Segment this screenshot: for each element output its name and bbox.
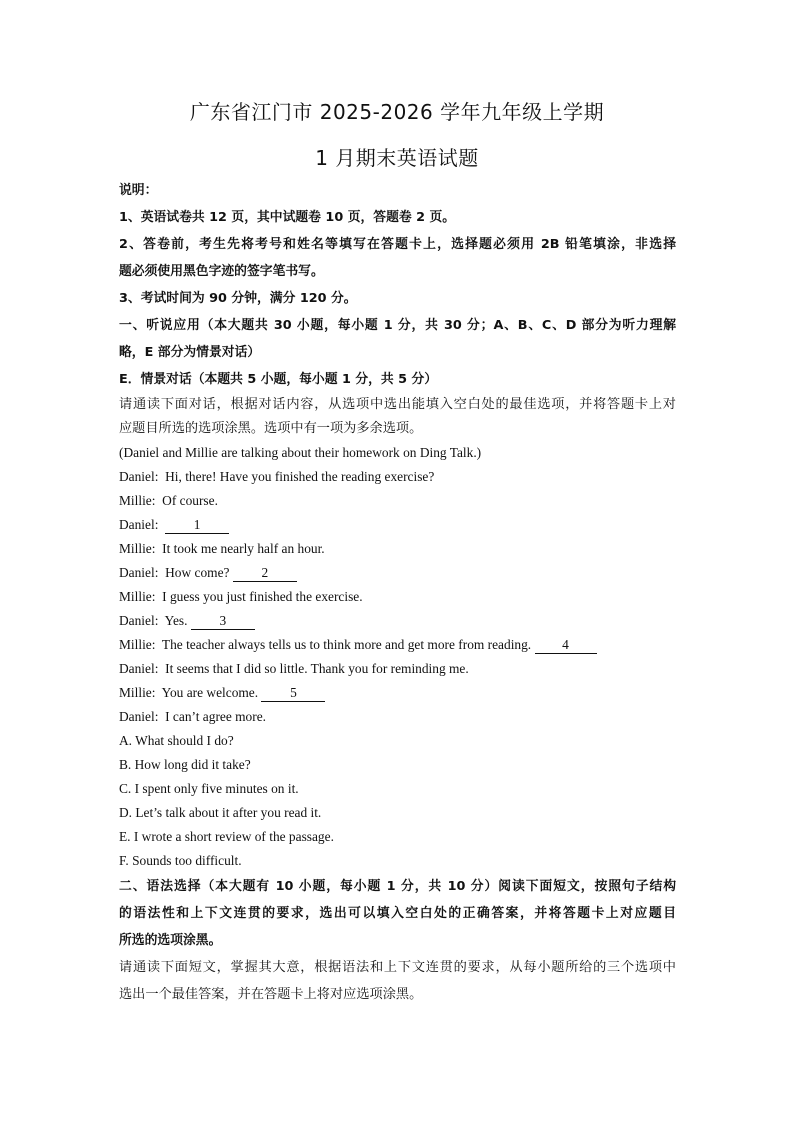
note-item-2-line2: 题必须使用黑色字迹的签字笔书写。	[119, 264, 324, 279]
answer-option: F. Sounds too difficult.	[119, 853, 242, 868]
dialogue-context: (Daniel and Millie are talking about their homework on Ding Talk.)	[119, 445, 482, 460]
partE-instruction-line1: 请通读下面对话，根据对话内容，从选项中选出能填入空白处的最佳选项，并将答题卡上对	[119, 397, 676, 412]
dialogue-line	[119, 513, 676, 537]
section2-heading-line3: 所选的选项涂黑。	[119, 933, 222, 948]
exam-content	[119, 177, 676, 1008]
dialogue-speaker: Daniel:	[119, 565, 159, 580]
dialogue	[119, 465, 676, 729]
answer-options	[119, 729, 676, 873]
dialogue-speaker: Millie:	[119, 637, 156, 652]
section1-heading-line1: 一、听说应用（本大题共 30 小题，每小题 1 分，共 30 分；A、B、C、D 部分为听力理解	[119, 318, 676, 333]
dialogue-speaker: Millie:	[119, 493, 156, 508]
answer-option: D. Let’s talk about it after you read it.	[119, 805, 322, 820]
partE-heading: E．情景对话（本题共 5 小题，每小题 1 分，共 5 分）	[119, 372, 438, 387]
dialogue-line	[119, 585, 676, 609]
dialogue-speaker: Daniel:	[119, 469, 159, 484]
dialogue-line	[119, 465, 676, 489]
dialogue-text: The teacher always tells us to think more and get more from reading.	[161, 637, 532, 652]
dialogue-text: It seems that I did so little. Thank you for reminding me.	[165, 661, 469, 676]
answer-blank: 5	[261, 686, 325, 702]
dialogue-speaker: Millie:	[119, 685, 156, 700]
dialogue-speaker: Daniel:	[119, 709, 159, 724]
dialogue-line	[119, 705, 676, 729]
note-item-3: 3、考试时间为 90 分钟，满分 120 分。	[119, 291, 357, 306]
dialogue-text: I guess you just finished the exercise.	[162, 589, 363, 604]
dialogue-line	[119, 657, 676, 681]
partE-instruction-line2: 应题目所选的选项涂黑。选项中有一项为多余选项。	[119, 421, 423, 436]
section2-instruction-line2: 选出一个最佳答案，并在答题卡上将对应选项涂黑。	[119, 987, 423, 1002]
dialogue-speaker: Millie:	[119, 589, 156, 604]
dialogue-text: How come?	[165, 565, 230, 580]
dialogue-speaker: Daniel:	[119, 517, 159, 532]
dialogue-line	[119, 633, 676, 657]
dialogue-text: It took me nearly half an hour.	[162, 541, 325, 556]
note-item-1: 1、英语试卷共 12 页，其中试题卷 10 页，答题卷 2 页。	[119, 210, 456, 225]
answer-blank: 1	[165, 518, 229, 534]
dialogue-line	[119, 489, 676, 513]
dialogue-speaker: Daniel:	[119, 661, 159, 676]
answer-blank: 2	[233, 566, 297, 582]
note-item-2-line1: 2、答卷前，考生先将考号和姓名等填写在答题卡上，选择题必须用 2B 铅笔填涂，非选择	[119, 237, 676, 252]
notes-heading: 说明：	[119, 183, 158, 198]
answer-option: E. I wrote a short review of the passage.	[119, 829, 334, 844]
dialogue-text: Of course.	[162, 493, 218, 508]
dialogue-line	[119, 609, 676, 633]
exam-title-line2: 1 月期末英语试题	[315, 146, 479, 170]
answer-blank: 4	[535, 638, 597, 654]
section1-heading-line2: 略，E 部分为情景对话）	[119, 345, 261, 360]
dialogue-speaker: Daniel:	[119, 613, 159, 628]
answer-blank: 3	[191, 614, 255, 630]
dialogue-line	[119, 537, 676, 561]
section2-heading-line2: 的语法性和上下文连贯的要求，选出可以填入空白处的正确答案，并将答题卡上对应题目	[119, 906, 676, 921]
dialogue-speaker: Millie:	[119, 541, 156, 556]
answer-option: C. I spent only five minutes on it.	[119, 781, 299, 796]
dialogue-line	[119, 561, 676, 585]
exam-title-line1: 广东省江门市 2025-2026 学年九年级上学期	[189, 100, 605, 124]
dialogue-text: Yes.	[164, 613, 188, 628]
dialogue-text: I can’t agree more.	[165, 709, 266, 724]
dialogue-line	[119, 681, 676, 705]
answer-option: A. What should I do?	[119, 733, 234, 748]
section2-instruction-line1: 请通读下面短文，掌握其大意，根据语法和上下文连贯的要求，从每小题所给的三个选项中	[119, 960, 676, 975]
dialogue-text: Hi, there! Have you finished the reading exercise?	[165, 469, 435, 484]
dialogue-text: You are welcome.	[161, 685, 259, 700]
section2-heading-line1: 二、语法选择（本大题有 10 小题，每小题 1 分，共 10 分）阅读下面短文，按照句子结构	[119, 879, 676, 894]
answer-option: B. How long did it take?	[119, 757, 251, 772]
